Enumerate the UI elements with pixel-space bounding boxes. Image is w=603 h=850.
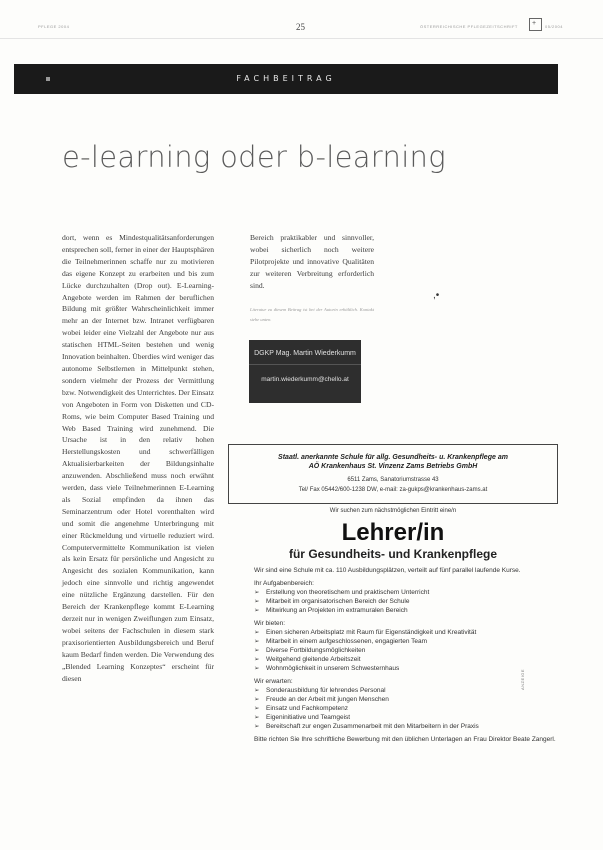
list-item: ➢ Erstellung von theoretischem und praktischem Unterricht bbox=[254, 588, 564, 597]
quote-mark-icon: ,• bbox=[433, 290, 440, 301]
list-item: ➢ Diverse Fortbildungsmöglichkeiten bbox=[254, 646, 564, 655]
category-label: FACHBEITRAG bbox=[236, 74, 336, 83]
magazine-logo-icon: + bbox=[529, 18, 542, 31]
header-issue: 05/2004 bbox=[545, 24, 563, 29]
article-paragraph: dort, wenn es Mindestqualitätsanforderungen entsprechen soll, ferner in einer der Hauptsphären die Teilnehmerinnen schaffe nur zu motivieren das eigene Konzept zu erarbeiten und bis zum Lücke durchzuhalten (Drop out). E-Learning-Angebote werden im Rahmen der beruflichen Bildung mit größter Wahrscheinlichkeit immer mehr an der Internet bzw. Intranet verfügbaren wobei leider eine Vielzahl der Angebote nur aus statischen HTML-Seiten bestehen und wenig Innovation beinhalten. Überdies wird weniger das autonome Selbstlernen in Mittelpunkt stehen, sondern vielmehr der Prozess der Vermittlung bzw. Notwendigkeit des Unterrichtes. Der Einsatz von Angeboten in Form von Disketten und CD-Roms, wie beim Computer Based Training und Web Based Training wird zunehmend. Die Ursache ist in den relativ hohen Herstellungskosten und schwerfälligen Aktualisierbarkeiten der Bildungsinhalte anzuwenden. Abschließend muss noch erwähnt werden, dass viele Teilnehmerinnen E-Learning als Sozial empfinden da ihnen das Seminarzentrum oder Hotel vorenthalten wird und somit die angenehme Unterbringung mit einer Rückmeldung und virtuelle reduziert wird. Computervermittelte Kommunikation ist vielen als kein Ersatz für persönliche und Angesicht zu Angesicht des sozialen Kommunikation, kann jedoch eine sinnvolle und richtig angewendet eine nützliche Ergänzung darstellen. Für den Bereich der Krankenpflege kommt E-Learning derzeit nur in wenigen Zweiflungen zum Einsatz, wobei seitens der Fachschulen in diesem stark praxisorientierten Ausbildungsbereich und Beruf kaum Bedarf finden werden. Die Verwendung des „Blended Learning Konzeptes“ erscheint für diesen bbox=[62, 233, 214, 683]
article-paragraph: Bereich praktikabler und sinnvoller, wobei sicherlich noch weitere Pilotprojekte und innovative Qualitäten zur weiteren Verbreitung erforderlich sind. bbox=[250, 233, 374, 290]
page-number: 25 bbox=[296, 22, 305, 32]
list-item: ➢ Mitarbeit in einem aufgeschlossenen, engagierten Team bbox=[254, 637, 564, 646]
ad-description: Wir sind eine Schule mit ca. 110 Ausbildungsplätzen, verteilt auf fünf parallel laufende Kurse. bbox=[254, 567, 521, 574]
list-item: ➢ Mitwirkung an Projekten im extramuralen Bereich bbox=[254, 606, 564, 615]
tasks-heading: Ihr Aufgabenbereich: bbox=[254, 580, 314, 587]
list-item: ➢ Weitgehend gleitende Arbeitszeit bbox=[254, 655, 564, 664]
offer-list bbox=[254, 628, 564, 673]
expect-heading: Wir erwarten: bbox=[254, 678, 293, 685]
article-right-column bbox=[250, 232, 374, 325]
list-item: ➢ Freude an der Arbeit mit jungen Menschen bbox=[254, 695, 564, 704]
list-item: ➢ Eigeninitiative und Teamgeist bbox=[254, 713, 564, 722]
author-email: martin.wiederkumm@chello.at bbox=[261, 376, 349, 383]
category-band bbox=[14, 64, 558, 94]
list-item: ➢ Bereitschaft zur engen Zusammenarbeit mit den Mitarbeitern in der Praxis bbox=[254, 722, 564, 731]
list-item: ➢ Einsatz und Fachkompetenz bbox=[254, 704, 564, 713]
author-box bbox=[249, 340, 361, 403]
ad-position-subtitle: für Gesundheits- und Krankenpflege bbox=[288, 547, 498, 561]
school-name-line1: Staatl. anerkannte Schule für allg. Gesundheits- u. Krankenpflege am bbox=[278, 454, 508, 461]
ad-closing: Bitte richten Sie Ihre schriftliche Bewerbung mit den üblichen Unterlagen an Frau Direktor Beate Zangerl. bbox=[254, 736, 556, 743]
ad-intro: Wir suchen zum nächstmöglichen Eintritt eine/n bbox=[329, 508, 457, 514]
list-item: ➢ Wohnmöglichkeit in unserem Schwesternhaus bbox=[254, 664, 564, 673]
list-item: ➢ Mitarbeit im organisatorischen Bereich der Schule bbox=[254, 597, 564, 606]
tasks-list bbox=[254, 588, 564, 615]
offer-heading: Wir bieten: bbox=[254, 620, 286, 627]
school-contact: Tel/ Fax 05442/600-1238 DW, e-mail: za-gukps@krankenhaus-zams.at bbox=[298, 487, 488, 493]
ad-body bbox=[254, 566, 564, 751]
ad-side-label: ANZEIGE bbox=[520, 668, 525, 690]
list-item: ➢ Sonderausbildung für lehrendes Personal bbox=[254, 686, 564, 695]
header-divider bbox=[0, 38, 603, 39]
expect-list bbox=[254, 686, 564, 731]
ad-position-title: Lehrer/in bbox=[341, 519, 445, 546]
school-address: 6511 Zams, Sanatoriumstrasse 43 bbox=[347, 477, 439, 483]
article-left-column bbox=[62, 232, 214, 684]
author-name: DGKP Mag. Martin Wiederkumm bbox=[254, 350, 356, 357]
header-left-text: PFLEGE 2004 bbox=[38, 24, 70, 29]
school-name-line2: AÖ Krankenhaus St. Vinzenz Zams Betriebs GmbH bbox=[308, 463, 478, 470]
article-title: e-learning oder b-learning bbox=[62, 140, 446, 174]
author-divider bbox=[249, 364, 361, 365]
ad-header-box bbox=[228, 444, 558, 504]
job-advertisement bbox=[228, 444, 558, 838]
article-footnote: Literatur zu diesem Beitrag ist bei der Autorin erhältlich. Kontakt siehe unten. bbox=[250, 306, 374, 322]
header-right-text: ÖSTERREICHISCHE PFLEGEZEITSCHRIFT bbox=[420, 24, 518, 29]
list-item: ➢ Einen sicheren Arbeitsplatz mit Raum für Eigenständigkeit und Kreativität bbox=[254, 628, 564, 637]
